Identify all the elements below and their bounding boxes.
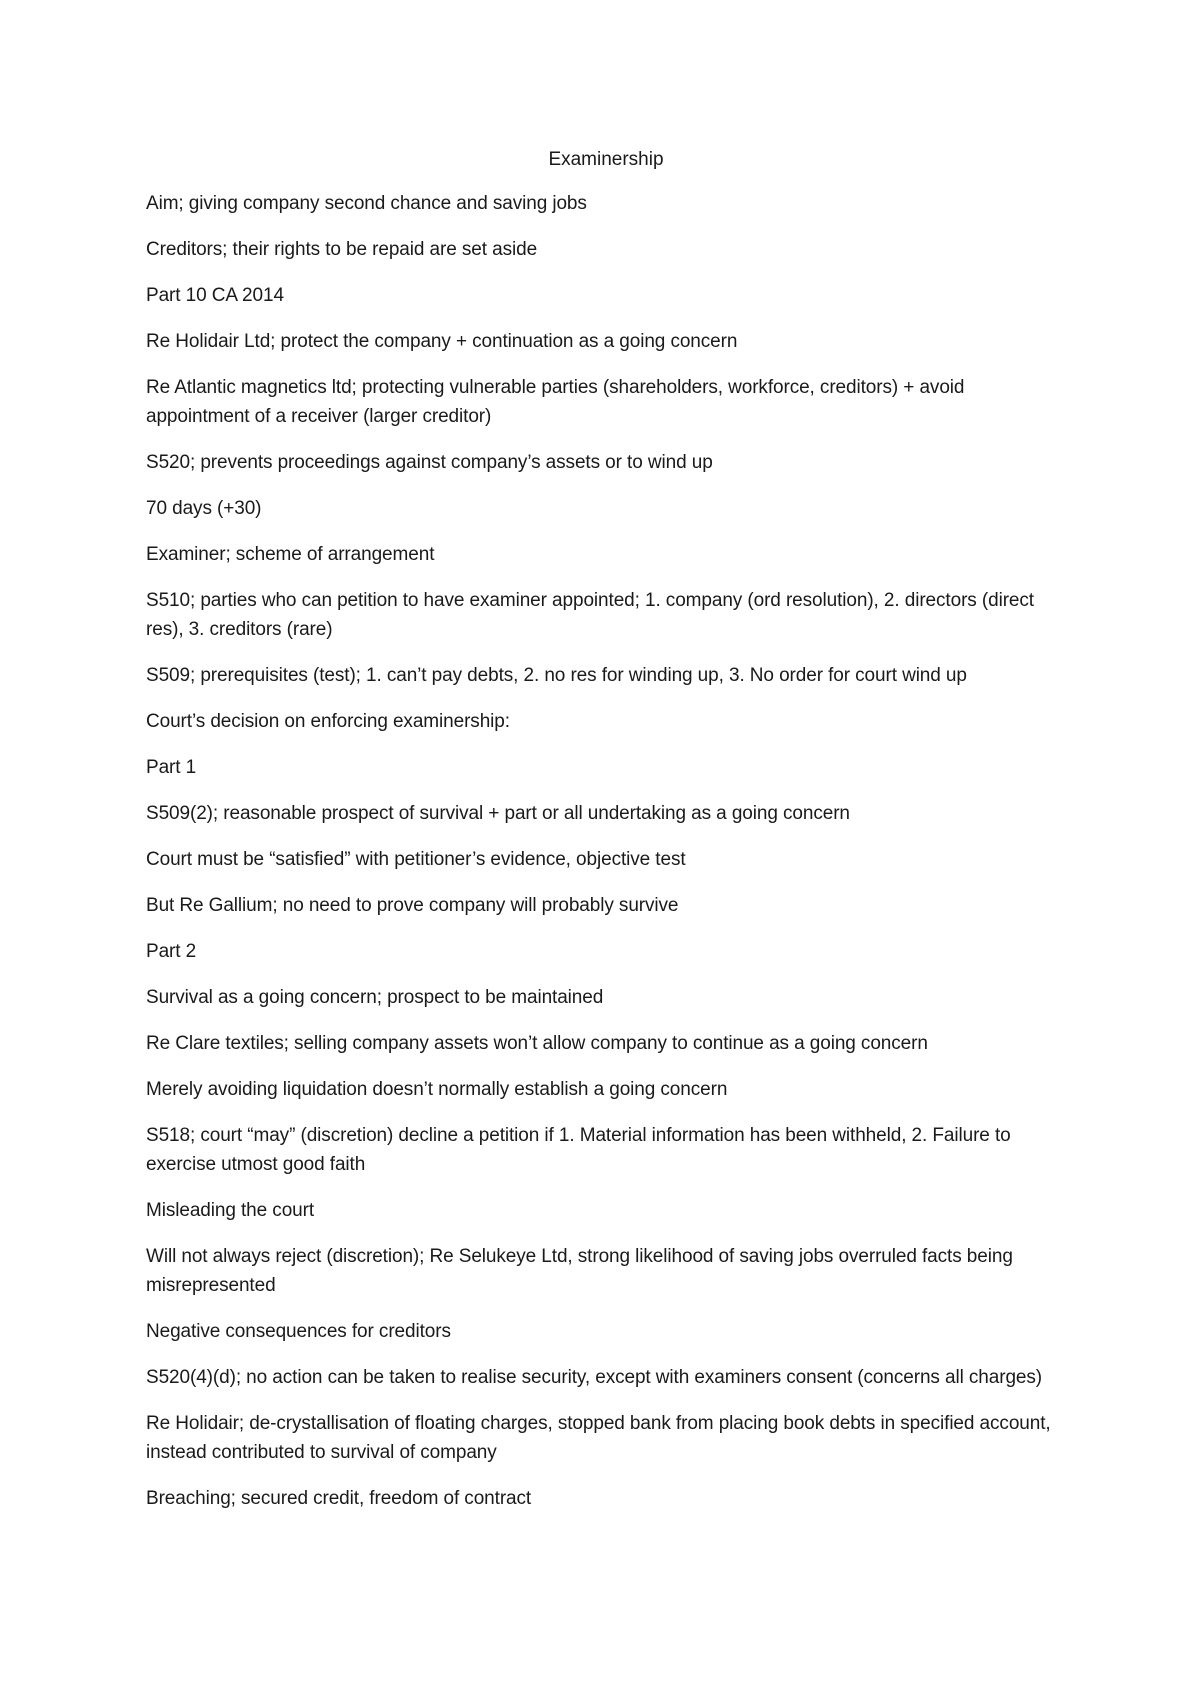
paragraph-misleading: Misleading the court xyxy=(146,1200,315,1221)
paragraph-examiner: Examiner; scheme of arrangement xyxy=(146,544,435,565)
paragraph-s520-4: S520(4)(d); no action can be taken to realise security, except with examiners consent (concerns all charges) xyxy=(146,1367,1043,1388)
document-body xyxy=(146,145,1066,1530)
paragraph-part-1: Part 1 xyxy=(146,757,197,778)
paragraph-avoiding-liquidation: Merely avoiding liquidation doesn’t normally establish a going concern xyxy=(146,1079,728,1100)
paragraph-creditors: Creditors; their rights to be repaid are set aside xyxy=(146,239,538,260)
paragraph-s509-2: S509(2); reasonable prospect of survival + part or all undertaking as a going concern xyxy=(146,803,850,824)
document-title: Examinership xyxy=(548,149,664,170)
paragraph-70-days: 70 days (+30) xyxy=(146,498,262,519)
paragraph-negative-consequences: Negative consequences for creditors xyxy=(146,1321,451,1342)
paragraph-courts-decision: Court’s decision on enforcing examinership: xyxy=(146,711,510,732)
paragraph-re-clare: Re Clare textiles; selling company assets won’t allow company to continue as a going concern xyxy=(146,1033,928,1054)
paragraph-s518: S518; court “may” (discretion) decline a petition if 1. Material information has been withheld, 2. Failure to exercise utmost good faith xyxy=(146,1125,1011,1175)
paragraph-not-always-reject: Will not always reject (discretion); Re Selukeye Ltd, strong likelihood of saving jobs overruled facts being misrepresented xyxy=(146,1246,1013,1296)
paragraph-survival: Survival as a going concern; prospect to be maintained xyxy=(146,987,604,1008)
paragraph-court-satisfied: Court must be “satisfied” with petitioner’s evidence, objective test xyxy=(146,849,686,870)
paragraph-re-holidair: Re Holidair Ltd; protect the company + continuation as a going concern xyxy=(146,331,738,352)
paragraph-part-2: Part 2 xyxy=(146,941,197,962)
paragraph-aim: Aim; giving company second chance and saving jobs xyxy=(146,193,587,214)
paragraph-re-holidair-decrystallisation: Re Holidair; de-crystallisation of floating charges, stopped bank from placing book debts in specified account, instead contributed to survival of company xyxy=(146,1413,1051,1463)
paragraph-re-gallium: But Re Gallium; no need to prove company will probably survive xyxy=(146,895,679,916)
paragraph-part-10: Part 10 CA 2014 xyxy=(146,285,284,306)
paragraph-breaching: Breaching; secured credit, freedom of contract xyxy=(146,1488,532,1509)
paragraph-s510: S510; parties who can petition to have examiner appointed; 1. company (ord resolution), 2. directors (direct res), 3. creditors (rare) xyxy=(146,590,1034,640)
paragraph-s520: S520; prevents proceedings against company’s assets or to wind up xyxy=(146,452,713,473)
paragraph-s509: S509; prerequisites (test); 1. can’t pay debts, 2. no res for winding up, 3. No order for court wind up xyxy=(146,665,967,686)
paragraph-re-atlantic: Re Atlantic magnetics ltd; protecting vulnerable parties (shareholders, workforce, creditors) + avoid appointment of a receiver (larger creditor) xyxy=(146,377,965,427)
